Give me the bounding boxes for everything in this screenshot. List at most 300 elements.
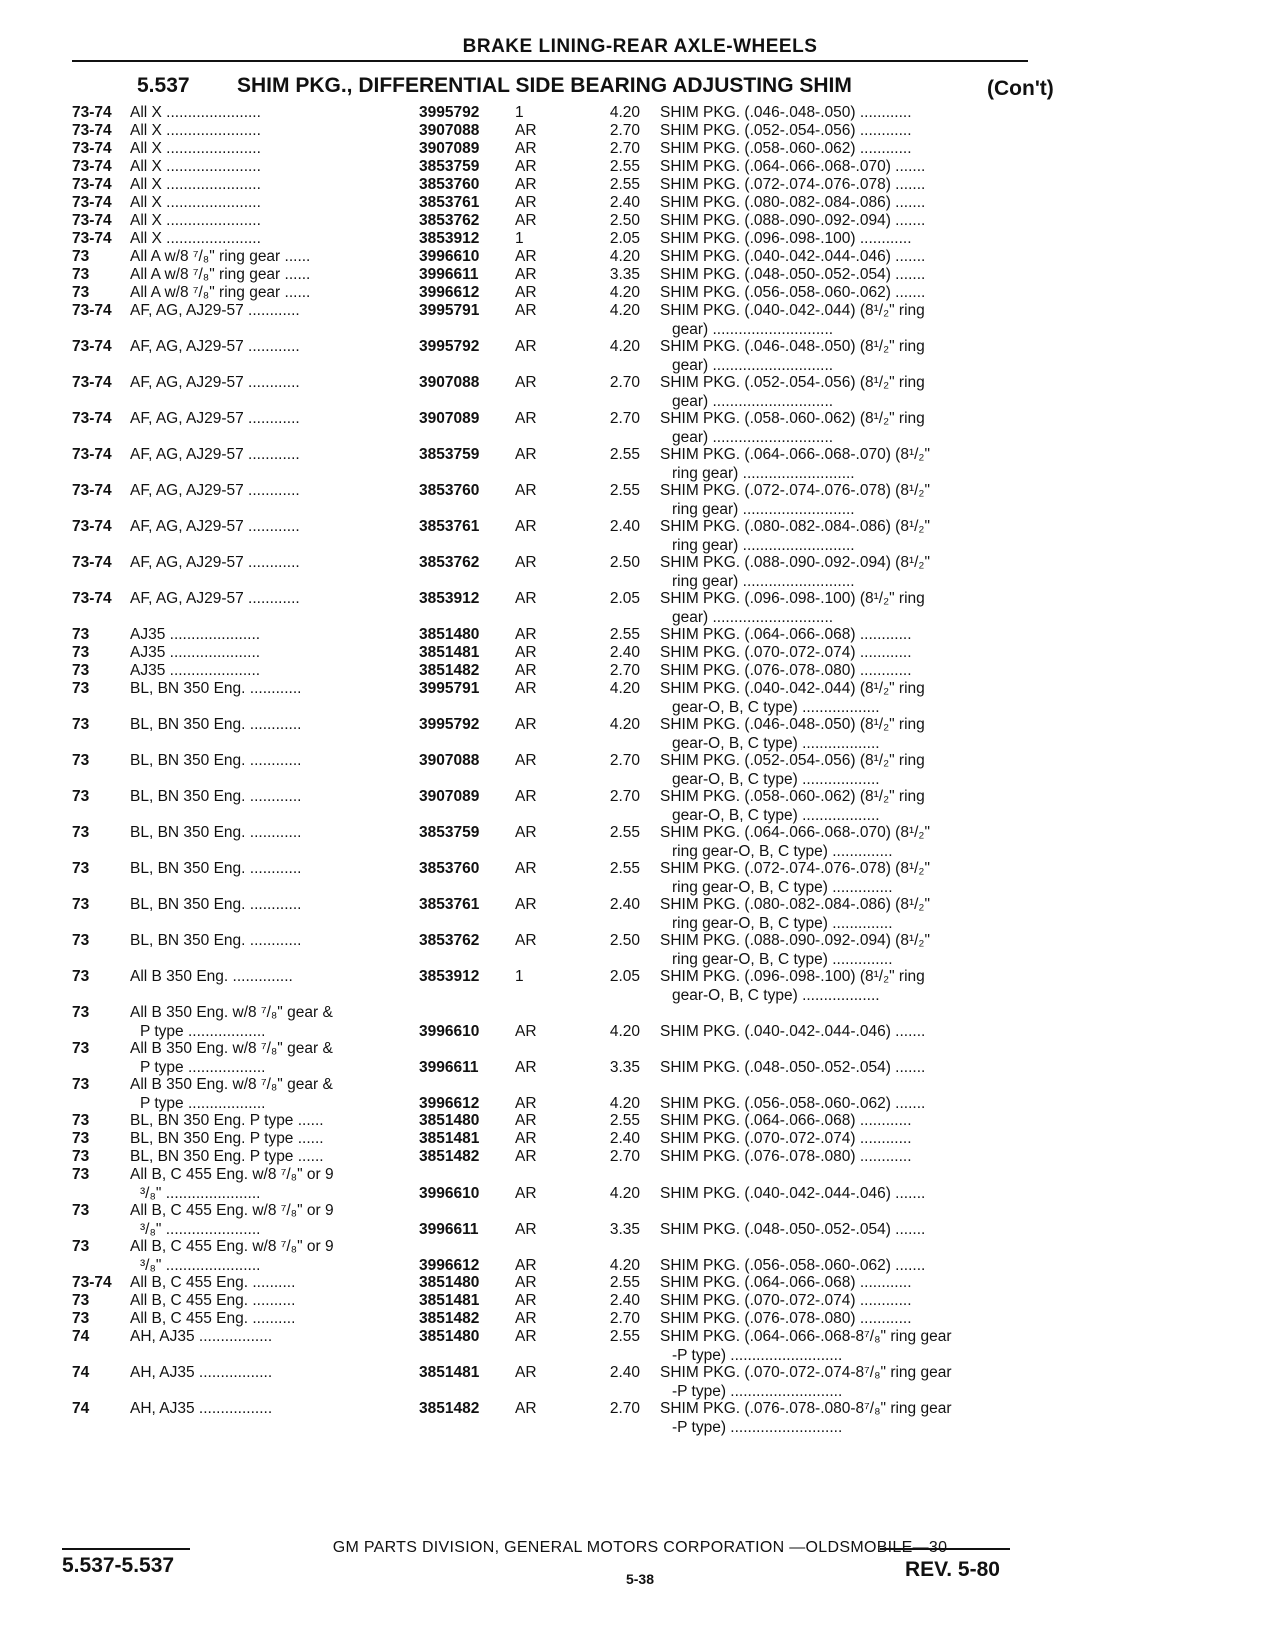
quantity: 1 <box>515 104 524 121</box>
model-application: All B, C 455 Eng. w/8 ⁷/₈" or 9 <box>130 1202 334 1219</box>
quantity: AR <box>515 122 537 139</box>
price: 2.70 <box>609 788 640 805</box>
description-continued: ring gear) .......................... <box>672 465 855 482</box>
model-application: AJ35 ..................... <box>130 626 261 643</box>
model-application: BL, BN 350 Eng. ............ <box>130 860 302 877</box>
model-year: 73-74 <box>72 158 112 175</box>
price: 2.70 <box>609 410 640 427</box>
description: SHIM PKG. (.040-.042-.044) (8¹/₂" ring <box>660 680 925 697</box>
description-continued: gear-O, B, C type) .................. <box>672 771 880 788</box>
header-rule <box>72 60 1028 62</box>
description-continued: SHIM PKG. (.040-.042-.044-.046) ....... <box>660 1185 926 1202</box>
model-application: AH, AJ35 ................. <box>130 1364 273 1381</box>
model-application-continued: P type .................. <box>140 1059 266 1076</box>
model-application: All B 350 Eng. w/8 ⁷/₈" gear & <box>130 1076 333 1093</box>
model-application: AF, AG, AJ29-57 ............ <box>130 518 300 535</box>
model-year: 73-74 <box>72 122 112 139</box>
quantity: AR <box>515 482 537 499</box>
price: 2.40 <box>609 194 640 211</box>
model-application: AF, AG, AJ29-57 ............ <box>130 482 300 499</box>
description: SHIM PKG. (.096-.098-.100) (8¹/₂" ring <box>660 590 925 607</box>
quantity: AR <box>515 1095 537 1112</box>
model-application-continued: ³/₈" ...................... <box>140 1185 261 1202</box>
model-application: AF, AG, AJ29-57 ............ <box>130 374 300 391</box>
description: SHIM PKG. (.070-.072-.074) ............ <box>660 644 912 661</box>
price: 2.55 <box>609 446 640 463</box>
quantity: AR <box>515 1130 537 1147</box>
section-heading <box>137 74 1054 100</box>
description-continued: gear) ............................ <box>672 609 834 626</box>
model-year: 73 <box>72 626 90 643</box>
model-application: AH, AJ35 ................. <box>130 1328 273 1345</box>
price: 4.20 <box>609 338 640 355</box>
model-application: All X ...................... <box>130 230 261 247</box>
model-year: 73 <box>72 896 90 913</box>
description: SHIM PKG. (.064-.066-.068) ............ <box>660 626 912 643</box>
description: SHIM PKG. (.052-.054-.056) ............ <box>660 122 912 139</box>
price: 2.50 <box>609 212 640 229</box>
model-year: 73 <box>72 752 90 769</box>
model-year: 73-74 <box>72 176 112 193</box>
part-number: 3851480 <box>419 1112 480 1129</box>
quantity: AR <box>515 824 537 841</box>
part-number: 3851482 <box>419 1400 480 1417</box>
price: 2.70 <box>609 1310 640 1327</box>
part-number: 3996610 <box>419 1023 480 1040</box>
price: 2.05 <box>609 230 640 247</box>
part-number: 3996611 <box>419 266 479 283</box>
description: SHIM PKG. (.058-.060-.062) (8¹/₂" ring <box>660 788 925 805</box>
price: 2.70 <box>609 752 640 769</box>
part-number: 3853912 <box>419 968 480 985</box>
description: SHIM PKG. (.056-.058-.060-.062) ....... <box>660 284 926 301</box>
quantity: AR <box>515 140 537 157</box>
model-application: AF, AG, AJ29-57 ............ <box>130 302 300 319</box>
description: SHIM PKG. (.080-.082-.084-.086) (8¹/₂" <box>660 896 930 913</box>
part-number: 3851481 <box>419 1364 480 1381</box>
model-application-continued: P type .................. <box>140 1023 266 1040</box>
quantity: AR <box>515 1274 537 1291</box>
footer-revision: REV. 5-80 <box>905 1558 1000 1581</box>
price: 2.55 <box>609 626 640 643</box>
description-continued: gear-O, B, C type) .................. <box>672 807 880 824</box>
description: SHIM PKG. (.088-.090-.092-.094) (8¹/₂" <box>660 932 930 949</box>
quantity: AR <box>515 554 537 571</box>
part-number: 3996612 <box>419 1095 480 1112</box>
part-number: 3853761 <box>419 896 480 913</box>
part-number: 3853760 <box>419 176 480 193</box>
quantity: AR <box>515 680 537 697</box>
part-number: 3996612 <box>419 284 480 301</box>
quantity: AR <box>515 752 537 769</box>
model-application: BL, BN 350 Eng. ............ <box>130 932 302 949</box>
part-number: 3853759 <box>419 824 480 841</box>
quantity: AR <box>515 1059 537 1076</box>
model-application: All B, C 455 Eng. .......... <box>130 1292 296 1309</box>
quantity: AR <box>515 446 537 463</box>
price: 4.20 <box>609 1185 640 1202</box>
price: 2.70 <box>609 1400 640 1417</box>
price: 3.35 <box>609 1221 640 1238</box>
model-application-continued: ³/₈" ...................... <box>140 1257 261 1274</box>
part-number: 3853761 <box>419 518 480 535</box>
model-year: 73-74 <box>72 1274 112 1291</box>
part-number: 3851480 <box>419 1274 480 1291</box>
part-number: 3853912 <box>419 590 480 607</box>
model-application: AJ35 ..................... <box>130 662 261 679</box>
model-year: 73 <box>72 1112 90 1129</box>
part-number: 3851480 <box>419 626 480 643</box>
quantity: AR <box>515 374 537 391</box>
model-application: AF, AG, AJ29-57 ............ <box>130 410 300 427</box>
quantity: AR <box>515 788 537 805</box>
model-year: 73-74 <box>72 338 112 355</box>
description-continued: ring gear-O, B, C type) .............. <box>672 951 893 968</box>
part-number: 3851481 <box>419 1292 480 1309</box>
price: 4.20 <box>609 248 640 265</box>
part-number: 3996610 <box>419 1185 480 1202</box>
model-year: 73 <box>72 1004 90 1021</box>
price: 2.55 <box>609 860 640 877</box>
description: SHIM PKG. (.048-.050-.052-.054) ....... <box>660 266 926 283</box>
model-year: 73-74 <box>72 518 112 535</box>
part-number: 3853759 <box>419 158 480 175</box>
price: 2.55 <box>609 176 640 193</box>
description: SHIM PKG. (.070-.072-.074) ............ <box>660 1292 912 1309</box>
description-continued: gear) ............................ <box>672 321 834 338</box>
quantity: AR <box>515 1400 537 1417</box>
part-number: 3996611 <box>419 1059 479 1076</box>
model-application: AJ35 ..................... <box>130 644 261 661</box>
description: SHIM PKG. (.096-.098-.100) (8¹/₂" ring <box>660 968 925 985</box>
quantity: AR <box>515 1310 537 1327</box>
model-year: 73 <box>72 644 90 661</box>
description-continued: SHIM PKG. (.048-.050-.052-.054) ....... <box>660 1059 926 1076</box>
model-year: 74 <box>72 1364 90 1381</box>
price: 4.20 <box>609 1257 640 1274</box>
price: 2.70 <box>609 662 640 679</box>
part-number: 3996612 <box>419 1257 480 1274</box>
quantity: AR <box>515 1023 537 1040</box>
model-application: AF, AG, AJ29-57 ............ <box>130 554 300 571</box>
part-number: 3851482 <box>419 1148 480 1165</box>
description-continued: ring gear-O, B, C type) .............. <box>672 879 893 896</box>
section-title: SHIM PKG., DIFFERENTIAL SIDE BEARING ADJUSTING SHIM <box>237 74 852 97</box>
price: 2.70 <box>609 1148 640 1165</box>
quantity: AR <box>515 644 537 661</box>
model-application: BL, BN 350 Eng. P type ...... <box>130 1112 324 1129</box>
model-year: 73 <box>72 824 90 841</box>
description: SHIM PKG. (.096-.098-.100) ............ <box>660 230 912 247</box>
model-year: 73 <box>72 860 90 877</box>
part-number: 3853760 <box>419 860 480 877</box>
quantity: AR <box>515 716 537 733</box>
part-number: 3851481 <box>419 644 480 661</box>
model-year: 73 <box>72 662 90 679</box>
price: 2.50 <box>609 554 640 571</box>
quantity: AR <box>515 284 537 301</box>
description-continued: gear) ............................ <box>672 357 834 374</box>
model-year: 73 <box>72 968 90 985</box>
part-number: 3996611 <box>419 1221 479 1238</box>
model-application: All B 350 Eng. .............. <box>130 968 293 985</box>
description-continued: ring gear) .......................... <box>672 537 855 554</box>
part-number: 3853762 <box>419 212 480 229</box>
part-number: 3995792 <box>419 716 480 733</box>
price: 2.55 <box>609 482 640 499</box>
description: SHIM PKG. (.052-.054-.056) (8¹/₂" ring <box>660 752 925 769</box>
model-application: All B 350 Eng. w/8 ⁷/₈" gear & <box>130 1004 333 1021</box>
part-number: 3853912 <box>419 230 480 247</box>
description: SHIM PKG. (.046-.048-.050) ............ <box>660 104 912 121</box>
description: SHIM PKG. (.088-.090-.092-.094) (8¹/₂" <box>660 554 930 571</box>
description-continued: SHIM PKG. (.056-.058-.060-.062) ....... <box>660 1095 926 1112</box>
description: SHIM PKG. (.072-.074-.076-.078) ....... <box>660 176 926 193</box>
quantity: AR <box>515 1328 537 1345</box>
quantity: AR <box>515 266 537 283</box>
price: 2.55 <box>609 1112 640 1129</box>
model-year: 73 <box>72 284 90 301</box>
model-year: 73-74 <box>72 554 112 571</box>
description: SHIM PKG. (.076-.078-.080-8⁷/₈" ring gear <box>660 1400 952 1417</box>
quantity: AR <box>515 1292 537 1309</box>
quantity: AR <box>515 248 537 265</box>
footer-section-range: 5.537-5.537 <box>62 1554 175 1577</box>
price: 2.55 <box>609 1328 640 1345</box>
quantity: AR <box>515 176 537 193</box>
model-application-continued: P type .................. <box>140 1095 266 1112</box>
quantity: 1 <box>515 230 524 247</box>
description: SHIM PKG. (.064-.066-.068-8⁷/₈" ring gear <box>660 1328 952 1345</box>
description-continued: -P type) .......................... <box>672 1383 843 1400</box>
footer-page-number: 5-38 <box>625 1571 655 1587</box>
model-year: 73-74 <box>72 140 112 157</box>
description: SHIM PKG. (.076-.078-.080) ............ <box>660 662 912 679</box>
description: SHIM PKG. (.052-.054-.056) (8¹/₂" ring <box>660 374 925 391</box>
model-year: 73-74 <box>72 302 112 319</box>
price: 4.20 <box>609 302 640 319</box>
quantity: AR <box>515 1364 537 1381</box>
description: SHIM PKG. (.046-.048-.050) (8¹/₂" ring <box>660 716 925 733</box>
part-number: 3853762 <box>419 932 480 949</box>
description-continued: -P type) .......................... <box>672 1419 843 1436</box>
price: 4.20 <box>609 680 640 697</box>
quantity: AR <box>515 194 537 211</box>
part-number: 3995792 <box>419 338 480 355</box>
description-continued: gear) ............................ <box>672 429 834 446</box>
model-year: 74 <box>72 1328 90 1345</box>
quantity: AR <box>515 896 537 913</box>
footer-division: GM PARTS DIVISION, GENERAL MOTORS CORPORATION —OLDSMOBILE—30 <box>332 1539 948 1556</box>
part-number: 3853761 <box>419 194 480 211</box>
model-year: 73 <box>72 1238 90 1255</box>
part-number: 3995791 <box>419 680 480 697</box>
model-application: All X ...................... <box>130 176 261 193</box>
description: SHIM PKG. (.064-.066-.068-.070) (8¹/₂" <box>660 824 930 841</box>
description: SHIM PKG. (.072-.074-.076-.078) (8¹/₂" <box>660 482 930 499</box>
model-year: 73 <box>72 1202 90 1219</box>
description-continued: gear) ............................ <box>672 393 834 410</box>
model-application: AF, AG, AJ29-57 ............ <box>130 338 300 355</box>
description: SHIM PKG. (.076-.078-.080) ............ <box>660 1148 912 1165</box>
price: 2.40 <box>609 1292 640 1309</box>
price: 2.70 <box>609 140 640 157</box>
model-year: 73 <box>72 1040 90 1057</box>
model-application-continued: ³/₈" ...................... <box>140 1221 261 1238</box>
part-number: 3851480 <box>419 1328 480 1345</box>
description-continued: ring gear-O, B, C type) .............. <box>672 915 893 932</box>
page-header-title: BRAKE LINING-REAR AXLE-WHEELS <box>462 36 818 57</box>
model-application: All X ...................... <box>130 158 261 175</box>
part-number: 3853760 <box>419 482 480 499</box>
price: 2.40 <box>609 644 640 661</box>
description-continued: SHIM PKG. (.040-.042-.044-.046) ....... <box>660 1023 926 1040</box>
price: 4.20 <box>609 716 640 733</box>
model-application: BL, BN 350 Eng. ............ <box>130 680 302 697</box>
description-continued: SHIM PKG. (.056-.058-.060-.062) ....... <box>660 1257 926 1274</box>
model-year: 73-74 <box>72 230 112 247</box>
price: 4.20 <box>609 284 640 301</box>
model-year: 73-74 <box>72 590 112 607</box>
quantity: AR <box>515 1185 537 1202</box>
model-application: All X ...................... <box>130 140 261 157</box>
model-year: 73 <box>72 932 90 949</box>
description: SHIM PKG. (.040-.042-.044) (8¹/₂" ring <box>660 302 925 319</box>
model-application: All A w/8 ⁷/₈" ring gear ...... <box>130 248 311 265</box>
quantity: AR <box>515 626 537 643</box>
part-number: 3907088 <box>419 374 480 391</box>
model-year: 73 <box>72 1310 90 1327</box>
part-number: 3851482 <box>419 1310 480 1327</box>
quantity: AR <box>515 212 537 229</box>
price: 3.35 <box>609 1059 640 1076</box>
description: SHIM PKG. (.058-.060-.062) (8¹/₂" ring <box>660 410 925 427</box>
model-year: 73-74 <box>72 482 112 499</box>
quantity: AR <box>515 158 537 175</box>
model-application: All B, C 455 Eng. .......... <box>130 1274 296 1291</box>
description-continued: ring gear) .......................... <box>672 501 855 518</box>
quantity: AR <box>515 1221 537 1238</box>
model-application: All B, C 455 Eng. .......... <box>130 1310 296 1327</box>
quantity: AR <box>515 662 537 679</box>
price: 4.20 <box>609 1095 640 1112</box>
part-number: 3907089 <box>419 410 480 427</box>
model-application: BL, BN 350 Eng. ............ <box>130 824 302 841</box>
price: 2.55 <box>609 1274 640 1291</box>
model-application: AF, AG, AJ29-57 ............ <box>130 590 300 607</box>
price: 2.70 <box>609 374 640 391</box>
model-year: 73 <box>72 1166 90 1183</box>
model-year: 73-74 <box>72 194 112 211</box>
description: SHIM PKG. (.040-.042-.044-.046) ....... <box>660 248 926 265</box>
part-number: 3907089 <box>419 140 480 157</box>
model-application: BL, BN 350 Eng. ............ <box>130 752 302 769</box>
price: 2.55 <box>609 824 640 841</box>
price: 2.40 <box>609 896 640 913</box>
description: SHIM PKG. (.072-.074-.076-.078) (8¹/₂" <box>660 860 930 877</box>
model-year: 73 <box>72 1292 90 1309</box>
price: 2.05 <box>609 968 640 985</box>
model-application: All X ...................... <box>130 122 261 139</box>
description: SHIM PKG. (.070-.072-.074-8⁷/₈" ring gear <box>660 1364 952 1381</box>
description: SHIM PKG. (.080-.082-.084-.086) ....... <box>660 194 926 211</box>
price: 4.20 <box>609 1023 640 1040</box>
quantity: AR <box>515 1112 537 1129</box>
model-year: 73 <box>72 266 90 283</box>
description: SHIM PKG. (.046-.048-.050) (8¹/₂" ring <box>660 338 925 355</box>
part-number: 3907088 <box>419 752 480 769</box>
model-application: All X ...................... <box>130 194 261 211</box>
model-year: 73-74 <box>72 104 112 121</box>
part-number: 3853762 <box>419 554 480 571</box>
section-continued: (Con't) <box>987 77 1054 100</box>
description: SHIM PKG. (.064-.066-.068) ............ <box>660 1112 912 1129</box>
price: 2.40 <box>609 518 640 535</box>
price: 2.70 <box>609 122 640 139</box>
quantity: AR <box>515 410 537 427</box>
description: SHIM PKG. (.070-.072-.074) ............ <box>660 1130 912 1147</box>
price: 2.40 <box>609 1364 640 1381</box>
model-application: All B, C 455 Eng. w/8 ⁷/₈" or 9 <box>130 1238 334 1255</box>
part-number: 3851482 <box>419 662 480 679</box>
quantity: AR <box>515 518 537 535</box>
model-year: 73 <box>72 1130 90 1147</box>
model-application: BL, BN 350 Eng. P type ...... <box>130 1148 324 1165</box>
model-application: AF, AG, AJ29-57 ............ <box>130 446 300 463</box>
model-year: 73 <box>72 248 90 265</box>
model-application: BL, BN 350 Eng. ............ <box>130 716 302 733</box>
description: SHIM PKG. (.064-.066-.068-.070) ....... <box>660 158 926 175</box>
quantity: AR <box>515 860 537 877</box>
model-year: 73 <box>72 716 90 733</box>
quantity: AR <box>515 302 537 319</box>
model-application: All A w/8 ⁷/₈" ring gear ...... <box>130 266 311 283</box>
model-year: 73-74 <box>72 212 112 229</box>
price: 4.20 <box>609 104 640 121</box>
part-number: 3995791 <box>419 302 480 319</box>
model-year: 73-74 <box>72 374 112 391</box>
part-number: 3907088 <box>419 122 480 139</box>
price: 3.35 <box>609 266 640 283</box>
model-year: 73 <box>72 680 90 697</box>
model-year: 73 <box>72 1148 90 1165</box>
description: SHIM PKG. (.064-.066-.068-.070) (8¹/₂" <box>660 446 930 463</box>
description-continued: ring gear-O, B, C type) .............. <box>672 843 893 860</box>
description: SHIM PKG. (.088-.090-.092-.094) ....... <box>660 212 926 229</box>
section-number: 5.537 <box>137 74 190 97</box>
description: SHIM PKG. (.058-.060-.062) ............ <box>660 140 912 157</box>
description-continued: ring gear) .......................... <box>672 573 855 590</box>
description-continued: gear-O, B, C type) .................. <box>672 987 880 1004</box>
quantity: AR <box>515 932 537 949</box>
description-continued: -P type) .......................... <box>672 1347 843 1364</box>
quantity: AR <box>515 1257 537 1274</box>
model-year: 74 <box>72 1400 90 1417</box>
model-application: AH, AJ35 ................. <box>130 1400 273 1417</box>
description: SHIM PKG. (.064-.066-.068) ............ <box>660 1274 912 1291</box>
model-application: All B, C 455 Eng. w/8 ⁷/₈" or 9 <box>130 1166 334 1183</box>
part-number: 3853759 <box>419 446 480 463</box>
model-year: 73 <box>72 1076 90 1093</box>
description: SHIM PKG. (.080-.082-.084-.086) (8¹/₂" <box>660 518 930 535</box>
price: 2.50 <box>609 932 640 949</box>
description-continued: gear-O, B, C type) .................. <box>672 735 880 752</box>
model-application: All B 350 Eng. w/8 ⁷/₈" gear & <box>130 1040 333 1057</box>
model-application: All A w/8 ⁷/₈" ring gear ...... <box>130 284 311 301</box>
quantity: AR <box>515 1148 537 1165</box>
model-year: 73-74 <box>72 446 112 463</box>
model-application: BL, BN 350 Eng. ............ <box>130 788 302 805</box>
